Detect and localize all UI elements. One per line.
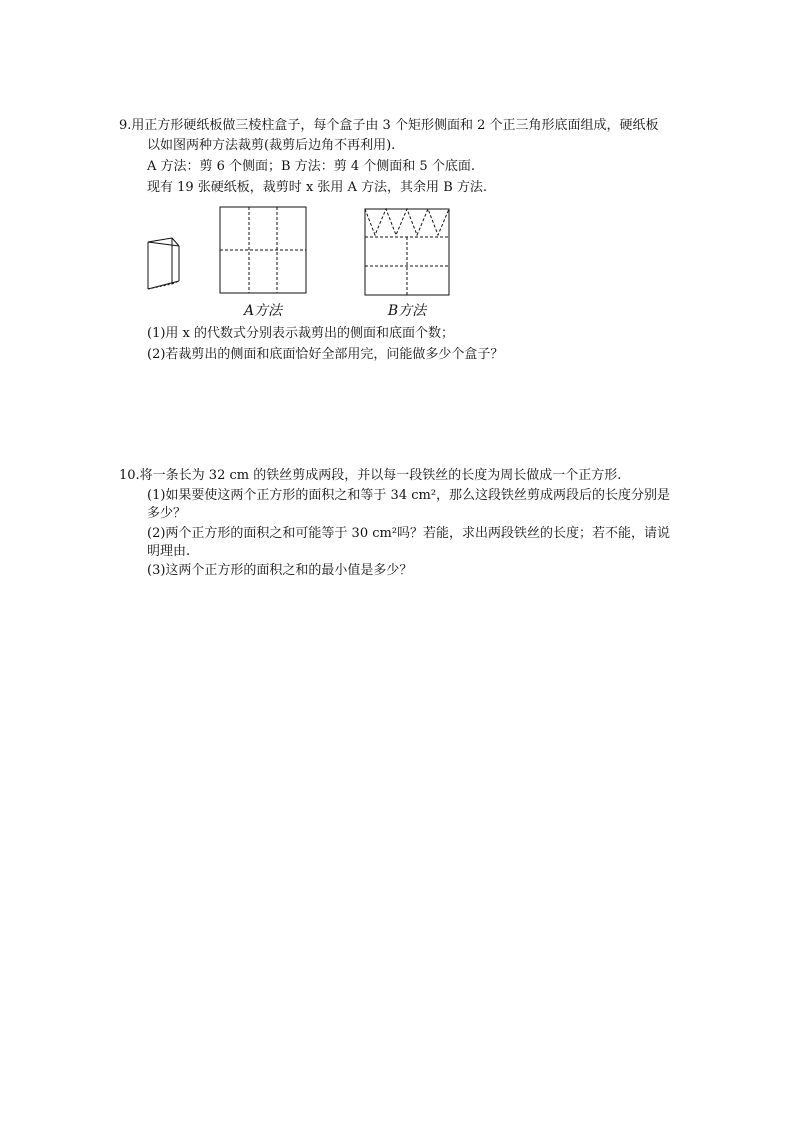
caption-method-a: A方法 — [243, 303, 283, 319]
q9-stem-line1: 9.用正方形硬纸板做三棱柱盒子，每个盒子由 3 个矩形侧面和 2 个正三角形底面组成，硬纸板 — [119, 118, 659, 133]
prism-figure — [143, 234, 189, 292]
q9-method-description: A 方法：剪 6 个侧面；B 方法：剪 4 个侧面和 5 个底面. — [147, 159, 475, 174]
caption-method-b: B方法 — [387, 303, 427, 319]
q9-subquestion-2: (2)若裁剪出的侧面和底面恰好全部用完，问能做多少个盒子？ — [147, 347, 504, 362]
q9-stem-line2: 以如图两种方法裁剪(裁剪后边角不再利用). — [147, 138, 396, 153]
q10-subquestion-3: (3)这两个正方形的面积之和的最小值是多少？ — [147, 563, 413, 578]
q9-subquestion-1: (1)用 x 的代数式分别表示裁剪出的侧面和底面个数； — [147, 326, 455, 341]
q9-condition: 现有 19 张硬纸板，裁剪时 x 张用 A 方法，其余用 B 方法. — [147, 180, 488, 195]
q10-subquestion-1-line2: 多少？ — [147, 506, 187, 521]
q10-subquestion-2-line1: (2)两个正方形的面积之和可能等于 30 cm²吗？若能，求出两段铁丝的长度；若不能，请说 — [147, 526, 671, 541]
q10-stem: 10.将一条长为 32 cm 的铁丝剪成两段，并以每一段铁丝的长度为周长做成一个正方形. — [119, 468, 622, 483]
method-a-diagram — [219, 206, 307, 294]
q10-subquestion-2-line2: 明理由. — [147, 544, 191, 559]
method-b-diagram — [364, 208, 450, 296]
q10-subquestion-1-line1: (1)如果要使这两个正方形的面积之和等于 34 cm²，那么这段铁丝剪成两段后的长度分别是 — [147, 488, 671, 503]
